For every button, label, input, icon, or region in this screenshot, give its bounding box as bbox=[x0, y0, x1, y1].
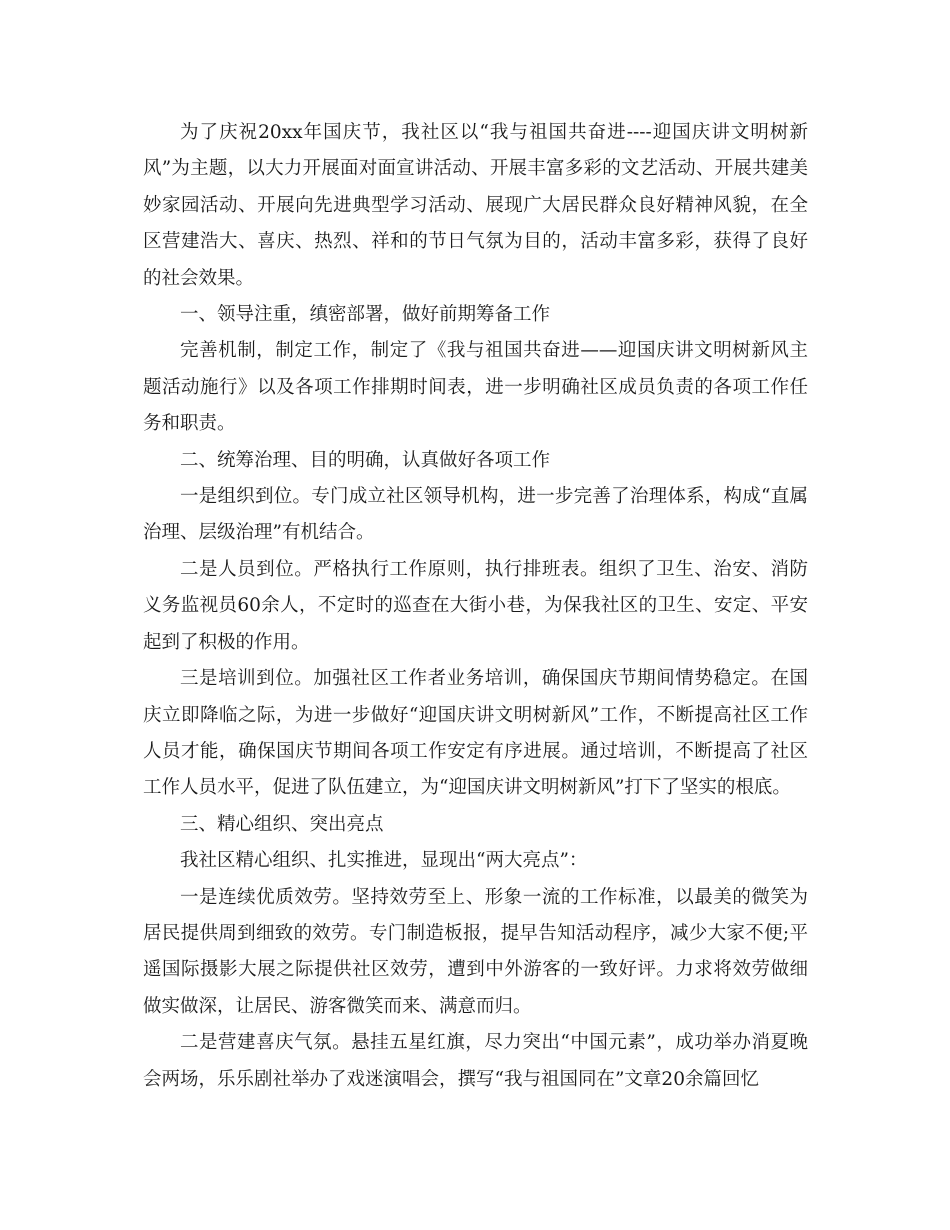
paragraph-service: 一是连续优质效劳。坚持效劳至上、形象一流的工作标准，以最美的微笑为居民提供周到细致的效劳。专门制造板报，提早告知活动程序，减少大家不便;平遥国际摄影大展之际提供社区效劳，遭到中外游客的一致好评。力求将效劳做细做实做深，让居民、游客微笑而来、满意而归。 bbox=[143, 886, 808, 1017]
paragraph-atmosphere: 二是营建喜庆气氛。悬挂五星红旗，尽力突出“中国元素”，成功举办消夏晚会两场，乐乐剧社举办了戏迷演唱会，撰写“我与祖国同在”文章20余篇回忆 bbox=[143, 1032, 808, 1090]
paragraph-personnel: 二是人员到位。严格执行工作原则，执行排班表。组织了卫生、治安、消防义务监视员60余人，不定时的巡查在大街小巷，为保我社区的卫生、安定、平安起到了积极的作用。 bbox=[143, 558, 808, 653]
paragraph-training: 三是培训到位。加强社区工作者业务培训，确保国庆节期间情势稳定。在国庆立即降临之际，为进一步做好“迎国庆讲文明树新风”工作，不断提高社区工作人员才能，确保国庆节期间各项工作安定有序进展。通过培训，不断提高了社区工作人员水平，促进了队伍建立，为“迎国庆讲文明树新风”打下了坚实的根底。 bbox=[143, 668, 808, 799]
paragraph-organization: 一是组织到位。专门成立社区领导机构，进一步完善了治理体系，构成“直属治理、层级治理”有机结合。 bbox=[143, 486, 808, 544]
document-body bbox=[143, 115, 808, 1098]
section-heading-3: 三、精心组织、突出亮点 bbox=[180, 813, 384, 835]
section-heading-2: 二、统筹治理、目的明确，认真做好各项工作 bbox=[180, 449, 551, 471]
paragraph-mechanism: 完善机制，制定工作，制定了《我与祖国共奋进——迎国庆讲文明树新风主题活动施行》以及各项工作排期时间表，进一步明确社区成员负责的各项工作任务和职责。 bbox=[143, 340, 808, 435]
paragraph-intro: 为了庆祝20xx年国庆节，我社区以“我与祖国共奋进----迎国庆讲文明树新风”为主题，以大力开展面对面宣讲活动、开展丰富多彩的文艺活动、开展共建美妙家园活动、开展向先进典型学习活动、展现广大居民群众良好精神风貌，在全区营建浩大、喜庆、热烈、祥和的节日气氛为目的，活动丰富多彩，获得了良好的社会效果。 bbox=[143, 122, 808, 289]
section-heading-1: 一、领导注重，缜密部署，做好前期筹备工作 bbox=[180, 304, 551, 326]
paragraph-highlights-intro: 我社区精心组织、扎实推进，显现出“两大亮点”： bbox=[180, 850, 588, 872]
